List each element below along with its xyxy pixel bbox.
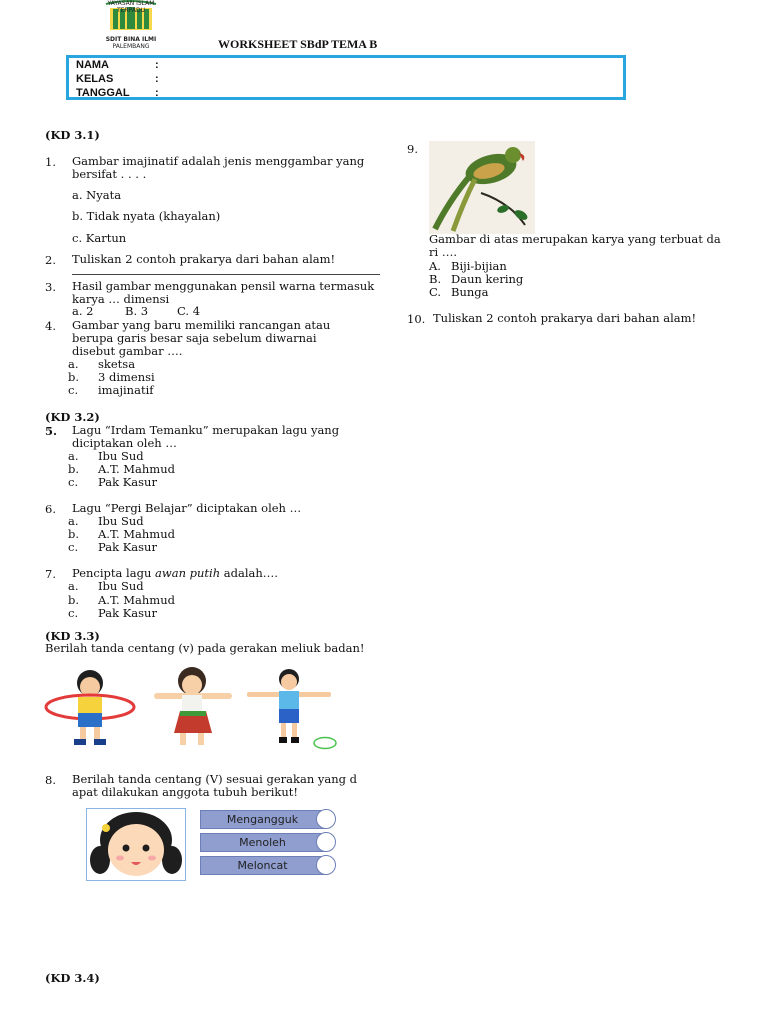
q5-option-c: Pak Kasur	[98, 475, 157, 489]
q3-text-line2: karya … dimensi	[72, 292, 170, 306]
child-hula-hoop-illustration	[44, 665, 138, 750]
q1-text-line2: bersifat . . . .	[72, 167, 147, 181]
section-heading-kd31: (KD 3.1)	[45, 128, 100, 142]
q5-option-a-letter: a.	[68, 449, 79, 463]
q9-text-line1: Gambar di atas merupakan karya yang terbuat da	[429, 232, 721, 246]
field-sep-kelas: :	[155, 73, 159, 85]
q1-option-c: c. Kartun	[72, 231, 127, 245]
q7-option-b-letter: b.	[68, 593, 80, 607]
q2-number: 2.	[45, 253, 56, 267]
q5-text-line2: diciptakan oleh …	[72, 436, 177, 450]
q5-number: 5.	[45, 424, 58, 438]
q5-option-b-letter: b.	[68, 462, 80, 476]
q9-option-c: Bunga	[451, 285, 489, 299]
q5-text-line1: Lagu “Irdam Temanku” merupakan lagu yang	[72, 423, 340, 437]
logo-city: PALEMBANG	[112, 43, 150, 50]
q2-answer-line	[72, 274, 380, 275]
q6-text: Lagu “Pergi Belajar” diciptakan oleh …	[72, 501, 302, 515]
q10-text: Tuliskan 2 contoh prakarya dari bahan alam!	[433, 311, 697, 325]
q2-text: Tuliskan 2 contoh prakarya dari bahan alam!	[72, 252, 336, 266]
q5-option-a: Ibu Sud	[98, 449, 144, 463]
q9-number: 9.	[407, 142, 418, 156]
q7-option-a-letter: a.	[68, 579, 79, 593]
q6-option-c-letter: c.	[68, 540, 79, 554]
q6-option-b: A.T. Mahmud	[98, 527, 175, 541]
q7-text-post: adalah….	[220, 566, 278, 580]
choice-menoleh: Menoleh	[200, 833, 325, 852]
choice-meloncat-checkbox[interactable]	[316, 855, 336, 875]
q4-option-b: 3 dimensi	[98, 370, 155, 384]
q3-number: 3.	[45, 280, 56, 294]
q4-option-c: imajinatif	[98, 383, 154, 397]
q4-option-a: sketsa	[98, 357, 136, 371]
q3-option-b: B. 3	[125, 304, 149, 318]
q4-option-c-letter: c.	[68, 383, 79, 397]
q9-text-line2: ri ….	[429, 245, 457, 259]
field-label-tanggal: TANGGAL	[76, 87, 130, 99]
q1-option-a: a. Nyata	[72, 188, 122, 202]
section-heading-kd34: (KD 3.4)	[45, 971, 100, 985]
q7-option-a: Ibu Sud	[98, 579, 144, 593]
q3-text-line1: Hasil gambar menggunakan pensil warna termasuk	[72, 279, 375, 293]
logo-top-text: YAYASAN ISLAM TERPADU	[107, 0, 155, 14]
field-sep-nama: :	[155, 59, 159, 71]
q1-text-line1: Gambar imajinatif adalah jenis menggambar yang	[72, 154, 365, 168]
choice-mengangguk-checkbox[interactable]	[316, 809, 336, 829]
field-sep-tanggal: :	[155, 87, 159, 99]
q6-option-b-letter: b.	[68, 527, 80, 541]
q4-option-a-letter: a.	[68, 357, 79, 371]
q5-option-b: A.T. Mahmud	[98, 462, 175, 476]
choice-mengangguk: Mengangguk	[200, 810, 325, 829]
choice-menoleh-checkbox[interactable]	[316, 832, 336, 852]
section-heading-kd33: (KD 3.3)	[45, 629, 100, 643]
q7-option-c-letter: c.	[68, 606, 79, 620]
q10-number: 10.	[407, 312, 426, 326]
q3-option-c: C. 4	[177, 304, 201, 318]
q4-option-b-letter: b.	[68, 370, 80, 384]
logo-school-name: SDIT BINA ILMI	[105, 36, 157, 43]
q5-option-c-letter: c.	[68, 475, 79, 489]
q8-number: 8.	[45, 773, 56, 787]
q7-text-pre: Pencipta lagu	[72, 566, 156, 580]
q9-option-b: Daun kering	[451, 272, 524, 286]
worksheet-title: WORKSHEET SBdP TEMA B	[218, 37, 378, 51]
q8-text-line2: apat dilakukan anggota tubuh berikut!	[72, 785, 299, 799]
boy-arms-out-illustration	[243, 665, 339, 750]
q6-number: 6.	[45, 502, 56, 516]
q4-text-line3: disebut gambar ….	[72, 344, 183, 358]
q1-number: 1.	[45, 155, 56, 169]
q4-number: 4.	[45, 319, 56, 333]
q1-option-b: b. Tidak nyata (khayalan)	[72, 209, 221, 223]
kd33-instruction: Berilah tanda centang (v) pada gerakan meliuk badan!	[45, 641, 365, 655]
school-logo	[100, 0, 162, 50]
q9-option-a-letter: A.	[429, 259, 441, 273]
girl-face-illustration	[86, 808, 186, 881]
choice-meloncat: Meloncat	[200, 856, 325, 875]
girl-dancing-illustration	[150, 665, 240, 750]
q8-text-line1: Berilah tanda centang (V) sesuai gerakan yang d	[72, 772, 358, 786]
q9-option-b-letter: B.	[429, 272, 442, 286]
q9-option-a: Biji-bijian	[451, 259, 507, 273]
section-heading-kd32: (KD 3.2)	[45, 410, 100, 424]
q7-number: 7.	[45, 567, 56, 581]
student-info-box	[66, 55, 626, 100]
q6-option-a-letter: a.	[68, 514, 79, 528]
field-label-kelas: KELAS	[76, 73, 114, 85]
q4-text-line1: Gambar yang baru memiliki rancangan atau	[72, 318, 331, 332]
q3-option-a: a. 2	[72, 304, 94, 318]
q6-option-c: Pak Kasur	[98, 540, 157, 554]
q7-text-em: awan putih	[155, 566, 221, 580]
parrot-leaf-craft-illustration	[429, 141, 535, 234]
q6-option-a: Ibu Sud	[98, 514, 144, 528]
q9-option-c-letter: C.	[429, 285, 442, 299]
field-label-nama: NAMA	[76, 59, 109, 71]
q7-option-b: A.T. Mahmud	[98, 593, 175, 607]
q4-text-line2: berupa garis besar saja sebelum diwarnai	[72, 331, 317, 345]
q7-option-c: Pak Kasur	[98, 606, 157, 620]
